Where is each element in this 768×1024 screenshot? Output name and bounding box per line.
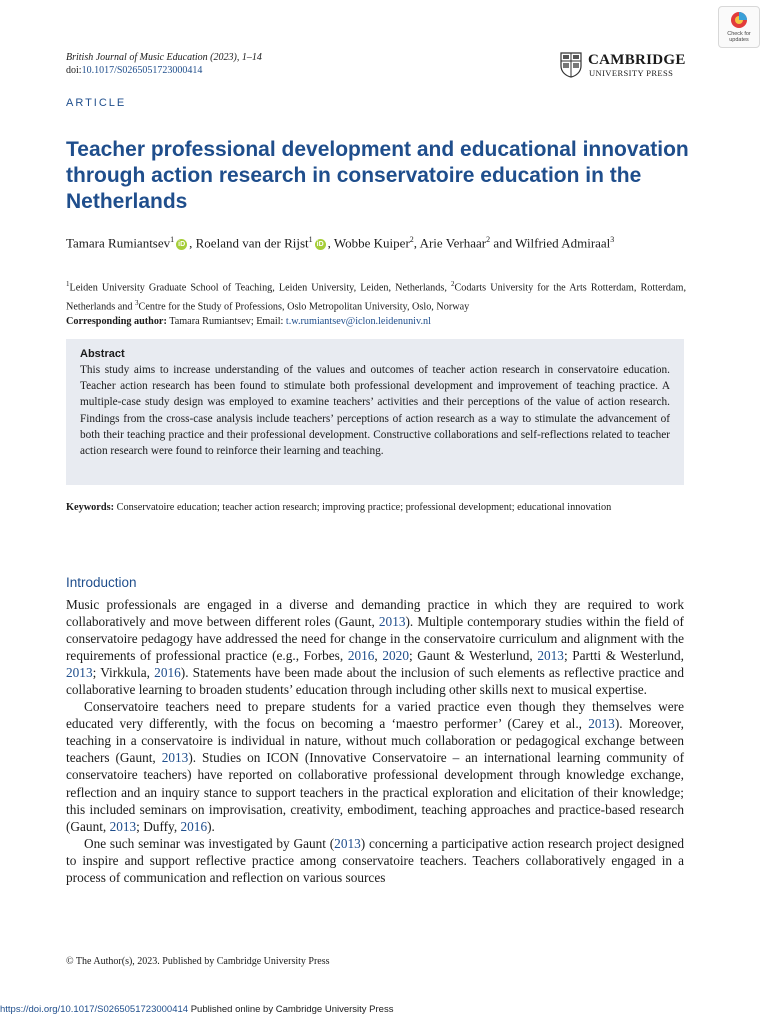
body-text: [66, 596, 684, 886]
corresponding-email-link[interactable]: t.w.rumiantsev@iclon.leidenuniv.nl: [285, 315, 431, 327]
author-name: Arie Verhaar: [419, 235, 487, 251]
paragraph-text: Conservatoire teachers need to prepare students for a varied practice even though they themselves were educated very differently, with the focus on becoming a ‘maestro performer’ (Carey et al.,: [66, 699, 684, 732]
paragraph-text: ; Gaunt & Westerlund,: [408, 648, 538, 664]
citation-year-link[interactable]: 2013: [161, 750, 189, 766]
paragraph: [66, 596, 684, 698]
abstract-box: [66, 339, 684, 485]
paragraph: [66, 835, 684, 886]
paragraph-text: ). Moreover, teaching in a conservatoire is individual in nature, without much collaboration or pedagogical exchange between teachers (Gaunt,: [66, 716, 685, 766]
affiliations: [66, 277, 686, 329]
crossmark-label: Check for updates: [727, 31, 751, 43]
page-footer: [0, 1004, 393, 1015]
keywords-text: Conservatoire education; teacher action research; improving practice; professional development; educational innovation: [114, 502, 612, 513]
paragraph-text: ).: [207, 818, 215, 834]
citation-year-link[interactable]: 2013: [66, 665, 93, 681]
paragraph-text: ). Multiple contemporary studies within the field of conservatoire pedagogy have addressed the need for change in the conservatoire curriculum and alignment with the requirements of professional practice (e.g., Forbes,: [66, 614, 684, 664]
author-list: [66, 231, 686, 251]
author-name: Wilfried Admiraal: [515, 235, 611, 251]
abstract-heading: Abstract: [80, 348, 125, 360]
footer-doi-link[interactable]: https://doi.org/10.1017/S0265051723000414: [0, 1004, 189, 1015]
doi-prefix: doi:: [66, 65, 82, 76]
crossmark-icon: [730, 11, 748, 29]
affil-sup: 3: [135, 298, 139, 307]
citation-year-link[interactable]: 2013: [109, 818, 137, 834]
citation-year-link[interactable]: 2013: [537, 648, 564, 664]
paragraph: [66, 698, 684, 834]
citation-year-link[interactable]: 2020: [382, 648, 409, 664]
paragraph-text: ; Duffy,: [136, 818, 181, 834]
keywords: [66, 501, 684, 516]
paragraph-text: ; Virkkula,: [92, 665, 155, 681]
keywords-label: Keywords:: [66, 502, 115, 513]
author-separator: ,: [189, 235, 196, 251]
paragraph-text: Music professionals are engaged in a diverse and demanding practice in which they are required to work collaboratively and move between different roles (Gaunt,: [66, 597, 684, 630]
publisher-logo: [560, 52, 688, 80]
publisher-name: CAMBRIDGE: [588, 52, 686, 68]
journal-citation: British Journal of Music Education (2023), 1–14: [66, 52, 262, 63]
paragraph-text: One such seminar was investigated by Gaunt (: [84, 835, 335, 851]
citation-year-link[interactable]: 2016: [154, 665, 181, 681]
citation-year-link[interactable]: 2016: [180, 818, 208, 834]
author-separator: and: [490, 235, 516, 251]
citation-year-link[interactable]: 2016: [347, 648, 375, 664]
author-name: Wobbe Kuiper: [333, 235, 410, 251]
citation-year-link[interactable]: 2013: [588, 716, 615, 732]
affil-sup: 2: [450, 280, 455, 288]
doi-line: [66, 64, 202, 78]
paragraph-text: ). Studies on ICON (Innovative Conservatoire – an international learning community of conservatoire teachers) have reported on collaborative professional development through knowledge exchange, reflection and an inquiry stance to support teachers in the practical exploration and elicitation of their knowledge; this included seminars on improvisation, creativity, embodiment, teaching approaches and practice-based research (Gaunt,: [66, 750, 685, 834]
author-affil-sup: 2: [409, 235, 414, 244]
section-heading-introduction: Introduction: [66, 575, 137, 590]
check-for-updates-badge[interactable]: [718, 6, 760, 48]
copyright-notice: © The Author(s), 2023. Published by Cambridge University Press: [66, 956, 330, 967]
author-name: Roeland van der Rijst: [195, 235, 309, 251]
author-affil-sup: 3: [610, 235, 615, 244]
publisher-subname: UNIVERSITY PRESS: [589, 68, 674, 78]
author-separator: ,: [413, 235, 420, 251]
affiliation-2: Codarts University for the Arts Rotterdam, Rotterdam, Netherlands and: [66, 282, 686, 313]
doi-link[interactable]: 10.1017/S0265051723000414: [81, 65, 203, 76]
paragraph-text: ,: [374, 648, 383, 664]
affil-sup: 1: [66, 280, 70, 288]
author-name: Tamara Rumiantsev: [66, 235, 171, 251]
corresponding-author-label: Corresponding author:: [66, 315, 167, 327]
author-affil-sup: 2: [486, 235, 491, 244]
footer-text: Published online by Cambridge University Press: [188, 1004, 394, 1015]
author-affil-sup: 1: [308, 235, 313, 244]
orcid-icon[interactable]: iD: [316, 240, 324, 248]
citation-year-link[interactable]: 2013: [378, 614, 406, 630]
cambridge-shield-icon: [560, 52, 582, 78]
orcid-icon[interactable]: iD: [178, 240, 186, 248]
author-affil-sup: 1: [170, 235, 175, 244]
affiliation-3: Centre for the Study of Professions, Oslo Metropolitan University, Oslo, Norway: [138, 301, 470, 313]
paragraph-text: ) concerning a participative action research project designed to inspire and support reflective practice among conservatoire teachers. Teachers collaboratively engaged in a process of communication and reflection on various sources: [66, 835, 684, 885]
article-type: ARTICLE: [66, 97, 127, 109]
paragraph-text: ; Partti & Westerlund,: [563, 648, 684, 664]
affiliation-1: Leiden University Graduate School of Teaching, Leiden University, Leiden, Netherlands,: [69, 282, 451, 294]
citation-year-link[interactable]: 2013: [334, 835, 361, 851]
article-title: Teacher professional development and educational innovation through action research in conservatoire education in the Netherlands: [66, 138, 689, 213]
paragraph-text: ). Statements have been made about the inclusion of such elements as reflective practice and collaborative learning to broaden students’ education through including other skills next to musical expertise.: [66, 665, 684, 698]
author-separator: ,: [327, 235, 334, 251]
corresponding-author-text: Tamara Rumiantsev; Email:: [166, 315, 286, 327]
abstract-text: This study aims to increase understanding of the values and outcomes of teacher action research in conservatoire education. Teacher action research has been found to stimulate both professional development and improvement of teaching practice. A multiple-case study design was employed to examine teachers’ activities and their perceptions of the value of action research. Findings from the cross-case analysis include teachers’ perceptions of action research as a way to stimulate the advancement of both their teaching practice and their professional development. Constructive collaborations and self-reflections related to teacher action research were found to reinforce their learning and teaching.: [80, 364, 670, 458]
